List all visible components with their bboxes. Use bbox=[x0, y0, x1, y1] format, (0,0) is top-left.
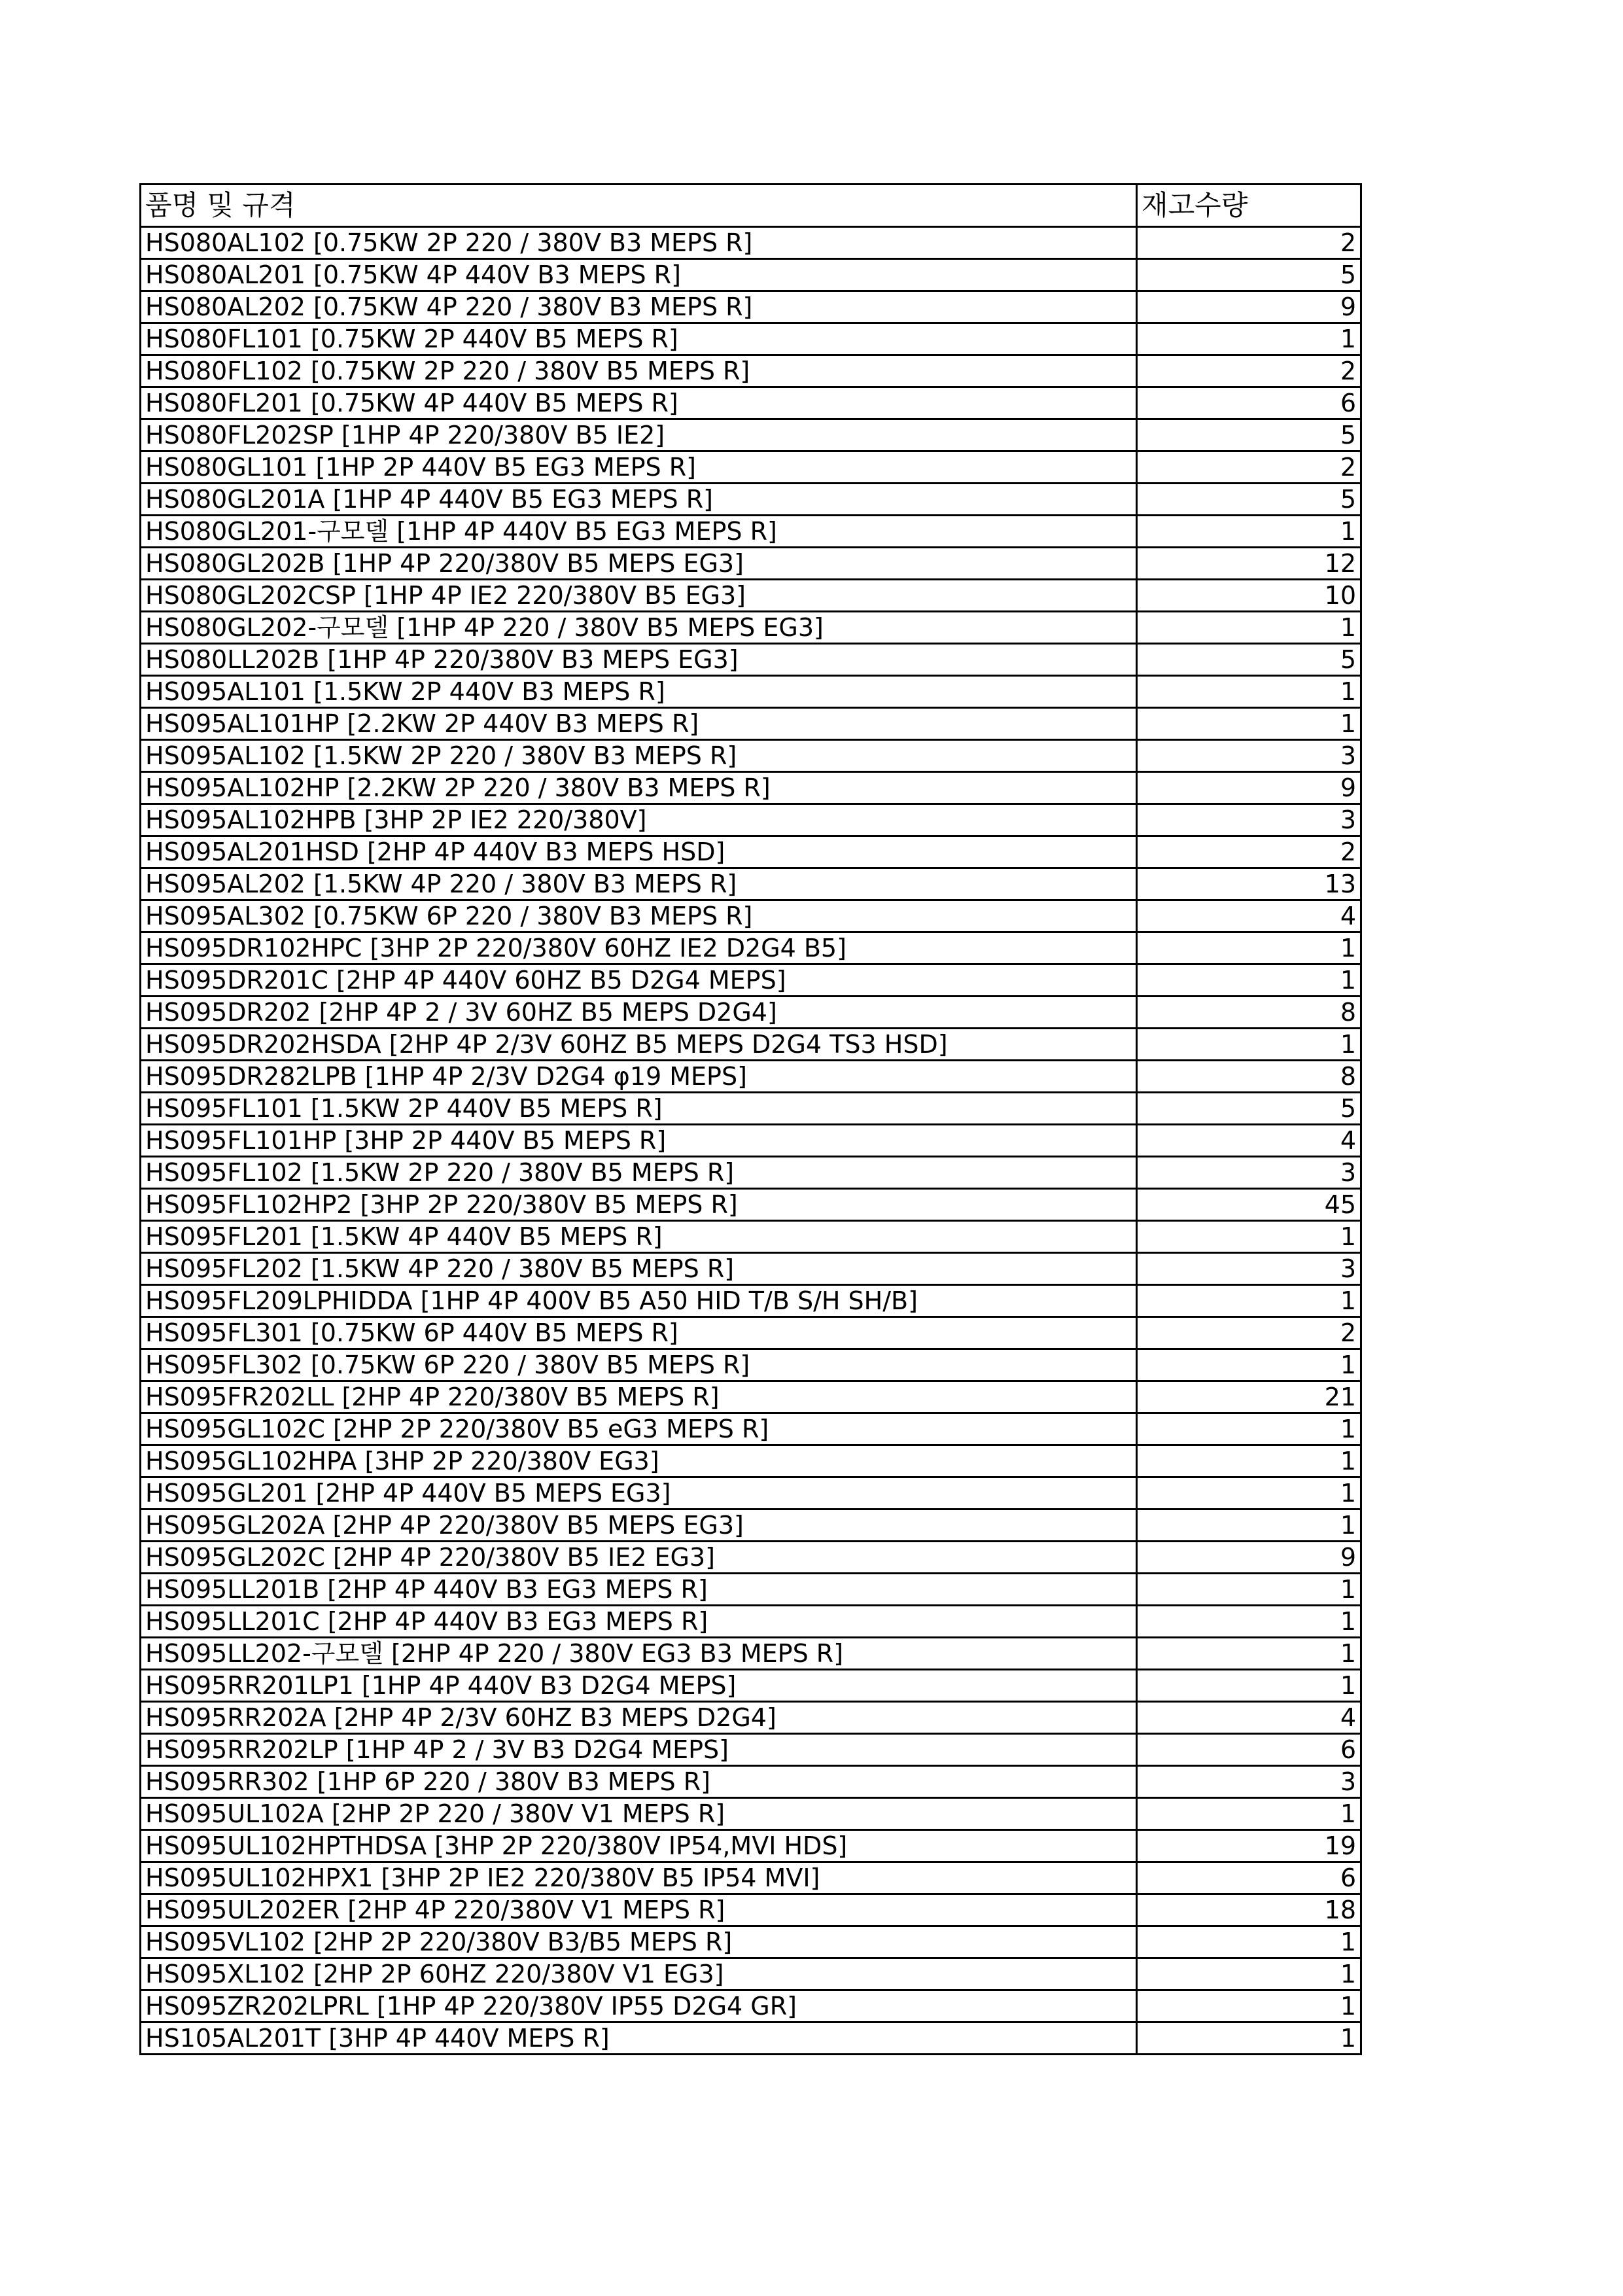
stock-qty-cell: 9 bbox=[1137, 772, 1361, 804]
product-name-cell: HS095UL102HPX1 [3HP 2P IE2 220/380V B5 IP54 MVI] bbox=[141, 1862, 1137, 1894]
stock-qty-cell: 1 bbox=[1137, 1221, 1361, 1253]
table-row bbox=[141, 676, 1361, 708]
product-name-cell: HS095ZR202LPRL [1HP 4P 220/380V IP55 D2G4 GR] bbox=[141, 1990, 1137, 2022]
product-name-cell: HS080GL101 [1HP 2P 440V B5 EG3 MEPS R] bbox=[141, 451, 1137, 484]
stock-qty-cell: 5 bbox=[1137, 644, 1361, 676]
table-row bbox=[141, 1061, 1361, 1093]
table-row bbox=[141, 964, 1361, 997]
table-row bbox=[141, 772, 1361, 804]
stock-qty-cell: 6 bbox=[1137, 387, 1361, 419]
stock-qty-cell: 5 bbox=[1137, 419, 1361, 451]
product-name-cell: HS095AL102HP [2.2KW 2P 220 / 380V B3 MEPS R] bbox=[141, 772, 1137, 804]
stock-qty-cell: 1 bbox=[1137, 1029, 1361, 1061]
stock-qty-cell: 3 bbox=[1137, 740, 1361, 772]
stock-qty-cell: 1 bbox=[1137, 1445, 1361, 1477]
product-name-cell: HS095FL102HP2 [3HP 2P 220/380V B5 MEPS R] bbox=[141, 1189, 1137, 1221]
table-row bbox=[141, 1029, 1361, 1061]
stock-qty-cell: 1 bbox=[1137, 964, 1361, 997]
product-name-cell: HS095VL102 [2HP 2P 220/380V B3/B5 MEPS R] bbox=[141, 1926, 1137, 1958]
header-product-name: 품명 및 규격 bbox=[141, 185, 1137, 227]
table-row bbox=[141, 1766, 1361, 1798]
stock-qty-cell: 9 bbox=[1137, 291, 1361, 323]
product-name-cell: HS095FL101 [1.5KW 2P 440V B5 MEPS R] bbox=[141, 1093, 1137, 1125]
product-name-cell: HS095DR102HPC [3HP 2P 220/380V 60HZ IE2 D2G4 B5] bbox=[141, 932, 1137, 964]
stock-qty-cell: 2 bbox=[1137, 1317, 1361, 1349]
product-name-cell: HS095DR202HSDA [2HP 4P 2/3V 60HZ B5 MEPS D2G4 TS3 HSD] bbox=[141, 1029, 1137, 1061]
table-row bbox=[141, 644, 1361, 676]
table-row bbox=[141, 1093, 1361, 1125]
product-name-cell: HS095AL102 [1.5KW 2P 220 / 380V B3 MEPS R] bbox=[141, 740, 1137, 772]
table-row bbox=[141, 1702, 1361, 1734]
stock-qty-cell: 2 bbox=[1137, 451, 1361, 484]
product-name-cell: HS095RR302 [1HP 6P 220 / 380V B3 MEPS R] bbox=[141, 1766, 1137, 1798]
product-name-cell: HS095RR201LP1 [1HP 4P 440V B3 D2G4 MEPS] bbox=[141, 1670, 1137, 1702]
stock-qty-cell: 5 bbox=[1137, 259, 1361, 291]
table-row bbox=[141, 1894, 1361, 1926]
table-row bbox=[141, 1638, 1361, 1670]
table-row bbox=[141, 868, 1361, 900]
product-name-cell: HS095AL202 [1.5KW 4P 220 / 380V B3 MEPS R] bbox=[141, 868, 1137, 900]
stock-qty-cell: 2 bbox=[1137, 355, 1361, 387]
product-name-cell: HS095FL102 [1.5KW 2P 220 / 380V B5 MEPS R] bbox=[141, 1157, 1137, 1189]
product-name-cell: HS080GL201-구모델 [1HP 4P 440V B5 EG3 MEPS R] bbox=[141, 516, 1137, 548]
table-row bbox=[141, 580, 1361, 612]
product-name-cell: HS080GL202-구모델 [1HP 4P 220 / 380V B5 MEPS EG3] bbox=[141, 612, 1137, 644]
table-row bbox=[141, 1189, 1361, 1221]
table-row bbox=[141, 1990, 1361, 2022]
stock-qty-cell: 1 bbox=[1137, 1285, 1361, 1317]
table-row bbox=[141, 740, 1361, 772]
stock-qty-cell: 1 bbox=[1137, 676, 1361, 708]
product-name-cell: HS095FR202LL [2HP 4P 220/380V B5 MEPS R] bbox=[141, 1381, 1137, 1413]
stock-qty-cell: 1 bbox=[1137, 1477, 1361, 1510]
product-name-cell: HS095AL101 [1.5KW 2P 440V B3 MEPS R] bbox=[141, 676, 1137, 708]
product-name-cell: HS080GL202B [1HP 4P 220/380V B5 MEPS EG3] bbox=[141, 548, 1137, 580]
product-name-cell: HS095LL201B [2HP 4P 440V B3 EG3 MEPS R] bbox=[141, 1574, 1137, 1606]
product-name-cell: HS080GL201A [1HP 4P 440V B5 EG3 MEPS R] bbox=[141, 484, 1137, 516]
table-row bbox=[141, 1798, 1361, 1830]
table-row bbox=[141, 548, 1361, 580]
product-name-cell: HS080AL102 [0.75KW 2P 220 / 380V B3 MEPS R] bbox=[141, 227, 1137, 259]
product-name-cell: HS080FL202SP [1HP 4P 220/380V B5 IE2] bbox=[141, 419, 1137, 451]
table-row bbox=[141, 2022, 1361, 2055]
stock-qty-cell: 3 bbox=[1137, 1766, 1361, 1798]
product-name-cell: HS095FL301 [0.75KW 6P 440V B5 MEPS R] bbox=[141, 1317, 1137, 1349]
stock-qty-cell: 1 bbox=[1137, 1670, 1361, 1702]
stock-qty-cell: 1 bbox=[1137, 323, 1361, 355]
table-row bbox=[141, 259, 1361, 291]
product-name-cell: HS095UL202ER [2HP 4P 220/380V V1 MEPS R] bbox=[141, 1894, 1137, 1926]
table-row bbox=[141, 1477, 1361, 1510]
stock-qty-cell: 1 bbox=[1137, 516, 1361, 548]
product-name-cell: HS080FL102 [0.75KW 2P 220 / 380V B5 MEPS R] bbox=[141, 355, 1137, 387]
table-row bbox=[141, 1574, 1361, 1606]
stock-qty-cell: 1 bbox=[1137, 1413, 1361, 1445]
stock-qty-cell: 10 bbox=[1137, 580, 1361, 612]
product-name-cell: HS080GL202CSP [1HP 4P IE2 220/380V B5 EG3] bbox=[141, 580, 1137, 612]
table-row bbox=[141, 1413, 1361, 1445]
stock-qty-cell: 9 bbox=[1137, 1542, 1361, 1574]
stock-qty-cell: 4 bbox=[1137, 1125, 1361, 1157]
stock-qty-cell: 1 bbox=[1137, 932, 1361, 964]
stock-qty-cell: 19 bbox=[1137, 1830, 1361, 1862]
inventory-sheet bbox=[139, 183, 1360, 2055]
stock-qty-cell: 1 bbox=[1137, 1510, 1361, 1542]
stock-qty-cell: 6 bbox=[1137, 1734, 1361, 1766]
product-name-cell: HS095UL102HPTHDSA [3HP 2P 220/380V IP54,MVI HDS] bbox=[141, 1830, 1137, 1862]
inventory-table bbox=[139, 183, 1362, 2055]
stock-qty-cell: 12 bbox=[1137, 548, 1361, 580]
table-row bbox=[141, 1349, 1361, 1381]
table-row bbox=[141, 997, 1361, 1029]
table-row bbox=[141, 484, 1361, 516]
table-row bbox=[141, 708, 1361, 740]
table-row bbox=[141, 804, 1361, 836]
product-name-cell: HS095FL302 [0.75KW 6P 220 / 380V B5 MEPS R] bbox=[141, 1349, 1137, 1381]
stock-qty-cell: 1 bbox=[1137, 1958, 1361, 1990]
product-name-cell: HS095RR202LP [1HP 4P 2 / 3V B3 D2G4 MEPS] bbox=[141, 1734, 1137, 1766]
stock-qty-cell: 2 bbox=[1137, 836, 1361, 868]
product-name-cell: HS095FL201 [1.5KW 4P 440V B5 MEPS R] bbox=[141, 1221, 1137, 1253]
stock-qty-cell: 8 bbox=[1137, 1061, 1361, 1093]
product-name-cell: HS095GL201 [2HP 4P 440V B5 MEPS EG3] bbox=[141, 1477, 1137, 1510]
table-row bbox=[141, 1157, 1361, 1189]
stock-qty-cell: 1 bbox=[1137, 1926, 1361, 1958]
product-name-cell: HS105AL201T [3HP 4P 440V MEPS R] bbox=[141, 2022, 1137, 2055]
table-row bbox=[141, 1253, 1361, 1285]
table-row bbox=[141, 900, 1361, 932]
table-row bbox=[141, 1542, 1361, 1574]
stock-qty-cell: 4 bbox=[1137, 900, 1361, 932]
product-name-cell: HS095FL209LPHIDDA [1HP 4P 400V B5 A50 HID T/B S/H SH/B] bbox=[141, 1285, 1137, 1317]
table-row bbox=[141, 1510, 1361, 1542]
table-row bbox=[141, 1734, 1361, 1766]
stock-qty-cell: 21 bbox=[1137, 1381, 1361, 1413]
product-name-cell: HS095AL101HP [2.2KW 2P 440V B3 MEPS R] bbox=[141, 708, 1137, 740]
table-row bbox=[141, 323, 1361, 355]
product-name-cell: HS095XL102 [2HP 2P 60HZ 220/380V V1 EG3] bbox=[141, 1958, 1137, 1990]
stock-qty-cell: 18 bbox=[1137, 1894, 1361, 1926]
product-name-cell: HS080AL201 [0.75KW 4P 440V B3 MEPS R] bbox=[141, 259, 1137, 291]
table-row bbox=[141, 1445, 1361, 1477]
table-row bbox=[141, 227, 1361, 259]
product-name-cell: HS095GL202A [2HP 4P 220/380V B5 MEPS EG3] bbox=[141, 1510, 1137, 1542]
stock-qty-cell: 1 bbox=[1137, 1606, 1361, 1638]
stock-qty-cell: 1 bbox=[1137, 1638, 1361, 1670]
table-row bbox=[141, 516, 1361, 548]
stock-qty-cell: 6 bbox=[1137, 1862, 1361, 1894]
stock-qty-cell: 1 bbox=[1137, 612, 1361, 644]
stock-qty-cell: 2 bbox=[1137, 227, 1361, 259]
stock-qty-cell: 5 bbox=[1137, 484, 1361, 516]
product-name-cell: HS095RR202A [2HP 4P 2/3V 60HZ B3 MEPS D2G4] bbox=[141, 1702, 1137, 1734]
product-name-cell: HS095UL102A [2HP 2P 220 / 380V V1 MEPS R] bbox=[141, 1798, 1137, 1830]
product-name-cell: HS095LL202-구모델 [2HP 4P 220 / 380V EG3 B3 MEPS R] bbox=[141, 1638, 1137, 1670]
table-row bbox=[141, 836, 1361, 868]
product-name-cell: HS095DR202 [2HP 4P 2 / 3V 60HZ B5 MEPS D2G4] bbox=[141, 997, 1137, 1029]
product-name-cell: HS095GL102C [2HP 2P 220/380V B5 eG3 MEPS R] bbox=[141, 1413, 1137, 1445]
table-row bbox=[141, 1926, 1361, 1958]
product-name-cell: HS080AL202 [0.75KW 4P 220 / 380V B3 MEPS R] bbox=[141, 291, 1137, 323]
table-row bbox=[141, 612, 1361, 644]
product-name-cell: HS080LL202B [1HP 4P 220/380V B3 MEPS EG3] bbox=[141, 644, 1137, 676]
stock-qty-cell: 1 bbox=[1137, 708, 1361, 740]
product-name-cell: HS080FL101 [0.75KW 2P 440V B5 MEPS R] bbox=[141, 323, 1137, 355]
table-row bbox=[141, 1830, 1361, 1862]
product-name-cell: HS095GL102HPA [3HP 2P 220/380V EG3] bbox=[141, 1445, 1137, 1477]
stock-qty-cell: 1 bbox=[1137, 1574, 1361, 1606]
table-body bbox=[141, 227, 1361, 2055]
product-name-cell: HS095FL202 [1.5KW 4P 220 / 380V B5 MEPS R] bbox=[141, 1253, 1137, 1285]
table-row bbox=[141, 1862, 1361, 1894]
table-row bbox=[141, 419, 1361, 451]
product-name-cell: HS095DR201C [2HP 4P 440V 60HZ B5 D2G4 MEPS] bbox=[141, 964, 1137, 997]
table-row bbox=[141, 932, 1361, 964]
stock-qty-cell: 45 bbox=[1137, 1189, 1361, 1221]
stock-qty-cell: 1 bbox=[1137, 2022, 1361, 2055]
product-name-cell: HS095AL201HSD [2HP 4P 440V B3 MEPS HSD] bbox=[141, 836, 1137, 868]
table-row bbox=[141, 1125, 1361, 1157]
stock-qty-cell: 13 bbox=[1137, 868, 1361, 900]
stock-qty-cell: 3 bbox=[1137, 1157, 1361, 1189]
stock-qty-cell: 1 bbox=[1137, 1990, 1361, 2022]
table-header-row bbox=[141, 185, 1361, 227]
table-row bbox=[141, 1606, 1361, 1638]
product-name-cell: HS095FL101HP [3HP 2P 440V B5 MEPS R] bbox=[141, 1125, 1137, 1157]
product-name-cell: HS095AL302 [0.75KW 6P 220 / 380V B3 MEPS R] bbox=[141, 900, 1137, 932]
table-row bbox=[141, 1381, 1361, 1413]
table-row bbox=[141, 1317, 1361, 1349]
product-name-cell: HS095AL102HPB [3HP 2P IE2 220/380V] bbox=[141, 804, 1137, 836]
table-row bbox=[141, 291, 1361, 323]
table-row bbox=[141, 1670, 1361, 1702]
header-stock-qty: 재고수량 bbox=[1137, 185, 1361, 227]
product-name-cell: HS095LL201C [2HP 4P 440V B3 EG3 MEPS R] bbox=[141, 1606, 1137, 1638]
table-row bbox=[141, 451, 1361, 484]
table-row bbox=[141, 1285, 1361, 1317]
table-row bbox=[141, 387, 1361, 419]
stock-qty-cell: 8 bbox=[1137, 997, 1361, 1029]
table-row bbox=[141, 1221, 1361, 1253]
stock-qty-cell: 4 bbox=[1137, 1702, 1361, 1734]
stock-qty-cell: 1 bbox=[1137, 1349, 1361, 1381]
stock-qty-cell: 3 bbox=[1137, 1253, 1361, 1285]
table-row bbox=[141, 1958, 1361, 1990]
table-row bbox=[141, 355, 1361, 387]
product-name-cell: HS080FL201 [0.75KW 4P 440V B5 MEPS R] bbox=[141, 387, 1137, 419]
stock-qty-cell: 3 bbox=[1137, 804, 1361, 836]
stock-qty-cell: 1 bbox=[1137, 1798, 1361, 1830]
stock-qty-cell: 5 bbox=[1137, 1093, 1361, 1125]
product-name-cell: HS095GL202C [2HP 4P 220/380V B5 IE2 EG3] bbox=[141, 1542, 1137, 1574]
product-name-cell: HS095DR282LPB [1HP 4P 2/3V D2G4 φ19 MEPS] bbox=[141, 1061, 1137, 1093]
